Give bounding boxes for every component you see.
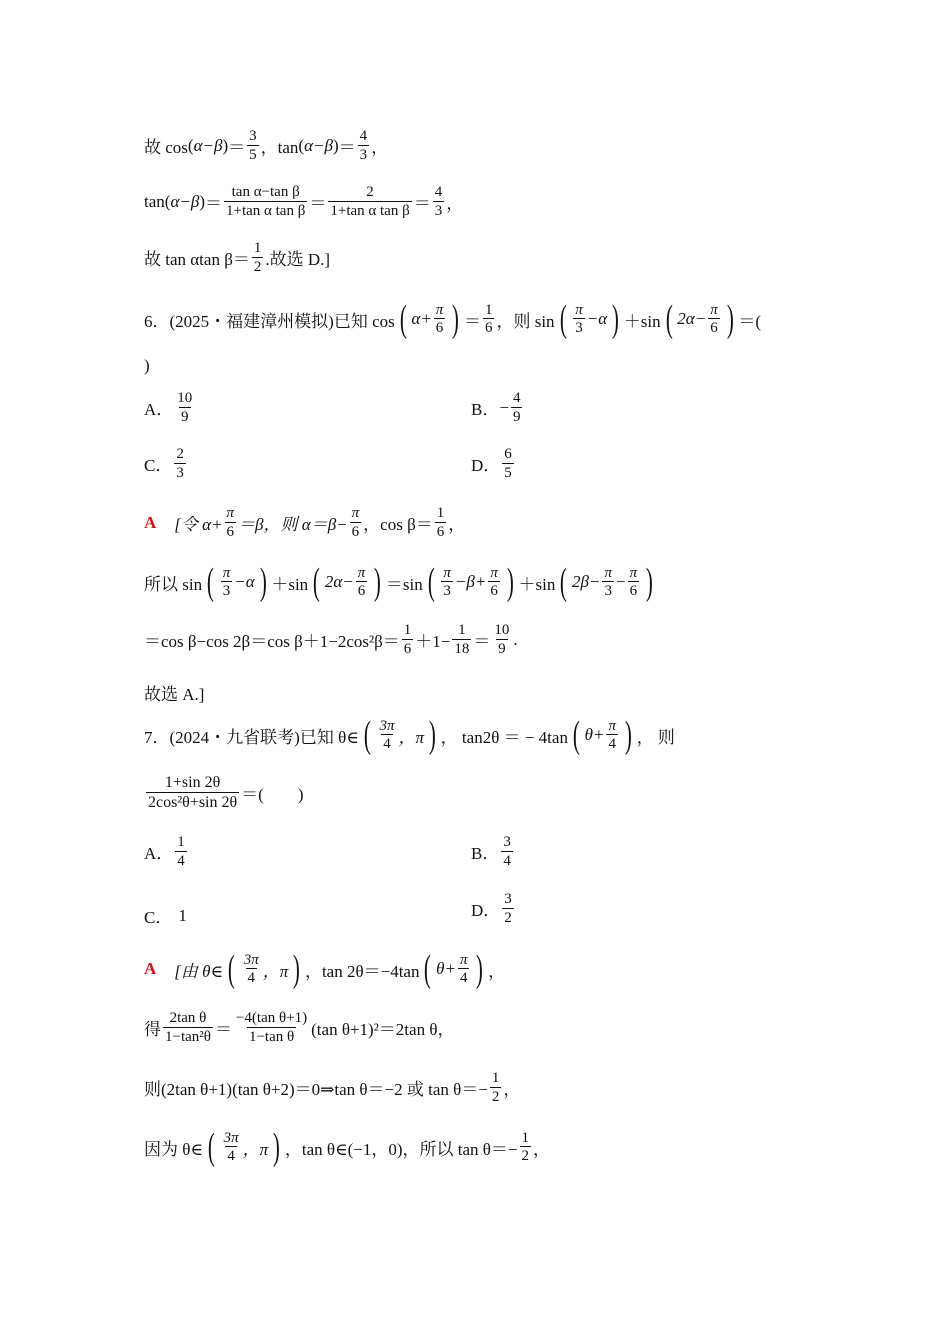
text: .故选 D.] <box>265 250 331 269</box>
answer-label: A <box>144 512 157 532</box>
fraction: 2 1+tan α tan β <box>330 184 410 219</box>
q6-option-d[interactable]: D． 6 5 <box>471 446 512 481</box>
q7-solution-4: 因为 θ∈ ( 3π 4 ，π ) ，tan θ∈(−1，0)，所以 tan θ＝− $\frac{1}{2}$ ， <box>144 1126 550 1168</box>
fraction: $\frac{\pi}{6}$ <box>435 301 444 336</box>
text: 故 cos <box>144 138 188 157</box>
text: ， <box>446 194 464 213</box>
question-number: 7．(2024・九省联考)已知 θ∈ <box>144 727 359 747</box>
q7-option-b[interactable]: B． 3 4 <box>471 834 511 869</box>
fraction: 1 2 <box>253 240 262 275</box>
solution-line-2: tan ( α−β ) ＝ tan α−tan β 1+tan α tan β ＝ 2 1+tan α tan β ＝ 4 3 ， <box>144 184 464 219</box>
text: ，tan <box>260 138 299 157</box>
fraction: 3 5 <box>249 128 257 163</box>
text: α−β <box>170 191 200 211</box>
fraction: $\frac{\pi}{6}$ <box>710 301 718 336</box>
text: α−β <box>304 135 333 155</box>
question-6-stem: 6．(2025・福建漳州模拟)已知 cos ( α+ $\frac{\pi}{6}$ ) ＝ 1 6 ，则 sin ( π 3 −α ) ＋sin ( 2α− $\frac{\pi}{6}$ ) ＝( <box>144 298 762 340</box>
fraction: tan α−tan β 1+tan α tan β <box>226 184 306 219</box>
q7-option-d[interactable]: D． 3 2 <box>471 891 512 926</box>
q6-option-b[interactable]: B． − $\frac{4}{9}$ <box>471 390 521 425</box>
solution-line-3 <box>144 240 330 275</box>
fraction: 4 3 <box>359 128 368 163</box>
question-6-stem-close: ) <box>144 356 150 375</box>
q6-solution-1: A [令 α+ $\frac{\pi}{6}$ ＝β，则 α＝β− $\frac{\pi}{6}$ ，cos β＝ 1 6 ， <box>144 505 466 540</box>
text: ＝ <box>309 194 327 213</box>
question-7-expression: 1+sin 2θ 2cos²θ+sin 2θ ＝( ) <box>148 774 304 811</box>
text: ， <box>371 138 389 157</box>
fraction: π 3 <box>575 301 583 336</box>
q6-option-c[interactable]: C． 2 3 <box>144 446 184 481</box>
text: ＝ <box>205 194 222 213</box>
solution-line-1: 故 cos ( α−β ) ＝ 3 5 ，tan ( α−β ) ＝ 4 3 ， <box>144 128 389 163</box>
q6-solution-4: 故选 A.] <box>144 685 205 704</box>
fraction: 4 3 <box>434 184 443 219</box>
text: tan <box>144 191 165 211</box>
fraction: 1 6 <box>484 301 493 336</box>
question-number: 6．(2025・福建漳州模拟)已知 cos <box>144 311 395 331</box>
question-7-stem: 7．(2024・九省联考)已知 θ∈ ( 3π 4 ，π ) ， tan2θ ＝ − 4tan ( θ+ $\frac{\pi}{4}$ ) ， 则 <box>144 714 675 756</box>
q7-solution-1: A [由 θ∈ ( 3π 4 ，π ) ，tan 2θ＝−4tan ( θ+ $\frac{\pi}{4}$ ) ， <box>144 948 506 990</box>
q7-solution-3: 则(2tan θ+1)(tan θ+2)＝0⇒tan θ＝−2 或 tan θ＝− $\frac{1}{2}$ ， <box>144 1070 521 1105</box>
q6-solution-2: 所以 sin ( π 3 −α ) ＋sin ( 2α− $\frac{\pi}{6}$ ) ＝sin ( π 3 −β+ $\frac{\pi}{6}$ ) ＋sin ( 2β− $\frac{\pi}{3}$ − $\frac{\pi}{6}$ ) <box>144 561 653 603</box>
text: ＝ <box>338 138 356 157</box>
q7-option-a[interactable]: A． 1 4 <box>144 834 185 869</box>
text: ＝ <box>228 138 246 157</box>
text: 故 tan αtan β＝ <box>144 250 250 269</box>
q6-option-a[interactable]: A． 10 9 <box>144 390 193 425</box>
q7-solution-2: 得 2tan θ 1−tan²θ ＝ −4(tan θ+1) 1−tan θ (tan θ+1)²＝2tan θ， <box>144 1010 455 1045</box>
text: ＝ <box>413 194 431 213</box>
q6-solution-3: ＝cos β−cos 2β＝cos β＋1−2cos²β＝ 1 6 ＋1− $\frac{1}{18}$ ＝ 10 9 . <box>144 622 518 657</box>
q7-option-c[interactable]: C． 1 <box>144 905 187 927</box>
answer-label: A <box>144 959 157 978</box>
text: α−β <box>193 135 223 155</box>
